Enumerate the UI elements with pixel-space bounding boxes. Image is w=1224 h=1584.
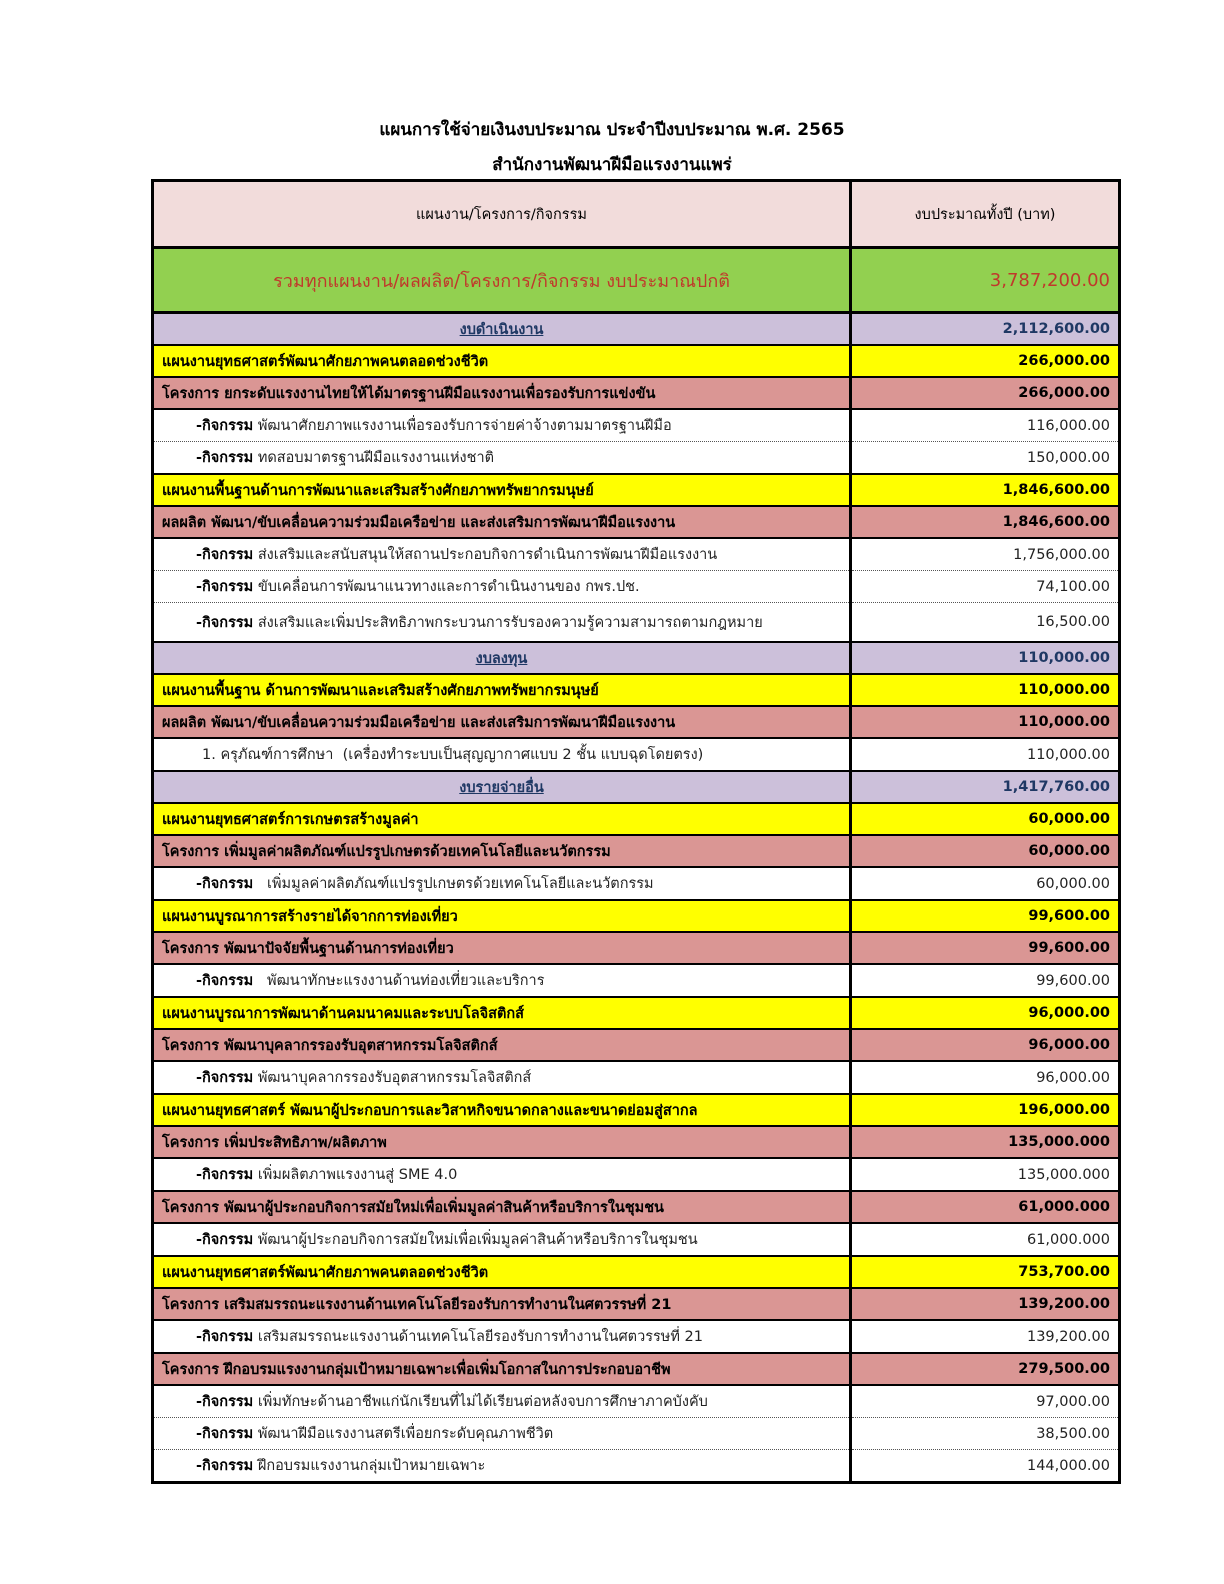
row-amount: 60,000.00 bbox=[851, 803, 1120, 835]
activity-row bbox=[153, 1061, 1120, 1094]
row-label: โครงการ เพิ่มประสิทธิภาพ/ผลิตภาพ bbox=[153, 1126, 851, 1158]
row-amount: 96,000.00 bbox=[851, 1029, 1120, 1061]
activity-prefix: -กิจกรรม bbox=[196, 973, 254, 989]
budget-category-row bbox=[153, 771, 1120, 803]
plan-row bbox=[153, 997, 1120, 1029]
row-label: แผนงานบูรณาการพัฒนาด้านคมนาคมและระบบโลจิสติกส์ bbox=[153, 997, 851, 1029]
activity-label: ส่งเสริมและเพิ่มประสิทธิภาพกระบวนการรับรองความรู้ความสามารถตามกฎหมาย bbox=[253, 614, 763, 631]
project-row bbox=[153, 932, 1120, 964]
row-label: โครงการ พัฒนาบุคลากรรองรับอุตสาหกรรมโลจิสติกส์ bbox=[153, 1029, 851, 1061]
grand-total-row bbox=[153, 248, 1120, 313]
row-label: โครงการ พัฒนาปัจจัยพื้นฐานด้านการท่องเที่ยว bbox=[153, 932, 851, 964]
project-row bbox=[153, 1288, 1120, 1320]
row-amount: 110,000.00 bbox=[851, 674, 1120, 706]
row-amount: 110,000.00 bbox=[851, 642, 1120, 674]
activity-row bbox=[153, 1450, 1120, 1483]
row-label: โครงการ พัฒนาผู้ประกอบกิจการสมัยใหม่เพื่อเพิ่มมูลค่าสินค้าหรือบริการในชุมชน bbox=[153, 1191, 851, 1223]
activity-row bbox=[153, 1158, 1120, 1191]
activity-row bbox=[153, 603, 1120, 643]
grand-total-label: รวมทุกแผนงาน/ผลผลิต/โครงการ/กิจกรรม งบประมาณปกติ bbox=[153, 248, 851, 313]
row-label: โครงการ ยกระดับแรงงานไทยให้ได้มาตรฐานฝีมือแรงงานเพื่อรองรับการแข่งขัน bbox=[153, 377, 851, 409]
row-label bbox=[153, 1320, 851, 1353]
row-label: แผนงานพื้นฐานด้านการพัฒนาและเสริมสร้างศักยภาพทรัพยากรมนุษย์ bbox=[153, 474, 851, 506]
activity-row bbox=[153, 1320, 1120, 1353]
row-amount: 110,000.00 bbox=[851, 738, 1120, 771]
activity-row bbox=[153, 538, 1120, 571]
row-label bbox=[153, 603, 851, 643]
table-header-row bbox=[153, 181, 1120, 248]
row-label: ผลผลิต พัฒนา/ขับเคลื่อนความร่วมมือเครือข่าย และส่งเสริมการพัฒนาฝีมือแรงงาน bbox=[153, 706, 851, 738]
plan-row bbox=[153, 1094, 1120, 1126]
plan-row bbox=[153, 1256, 1120, 1288]
activity-prefix: -กิจกรรม bbox=[196, 1329, 254, 1345]
activity-label: 1. ครุภัณฑ์การศึกษา (เครื่องทำระบบเป็นสุญญากาศแบบ 2 ชั้น แบบฉุดโดยตรง) bbox=[202, 747, 704, 763]
row-amount: 279,500.00 bbox=[851, 1353, 1120, 1385]
row-label: โครงการ เพิ่มมูลค่าผลิตภัณฑ์แปรรูปเกษตรด้วยเทคโนโลยีและนวัตกรรม bbox=[153, 835, 851, 867]
row-amount: 116,000.00 bbox=[851, 409, 1120, 442]
row-label bbox=[153, 867, 851, 900]
activity-prefix: -กิจกรรม bbox=[196, 450, 254, 466]
plan-row bbox=[153, 345, 1120, 377]
document-title: แผนการใช้จ่ายเงินงบประมาณ ประจำปีงบประมาณ พ.ศ. 2565 bbox=[379, 120, 845, 140]
row-amount: 144,000.00 bbox=[851, 1450, 1120, 1483]
row-label: ผลผลิต พัฒนา/ขับเคลื่อนความร่วมมือเครือข่าย และส่งเสริมการพัฒนาฝีมือแรงงาน bbox=[153, 506, 851, 538]
activity-label: พัฒนาผู้ประกอบกิจการสมัยใหม่เพื่อเพิ่มมูลค่าสินค้าหรือบริการในชุมชน bbox=[253, 1232, 698, 1248]
row-amount: 1,846,600.00 bbox=[851, 506, 1120, 538]
row-label: แผนงานพื้นฐาน ด้านการพัฒนาและเสริมสร้างศักยภาพทรัพยากรมนุษย์ bbox=[153, 674, 851, 706]
row-label bbox=[153, 538, 851, 571]
project-row bbox=[153, 506, 1120, 538]
activity-prefix: -กิจกรรม bbox=[196, 547, 254, 563]
activity-label: ส่งเสริมและสนับสนุนให้สถานประกอบกิจการดำเนินการพัฒนาฝีมือแรงงาน bbox=[253, 547, 718, 563]
header-budget-column: งบประมาณทั้งปี (บาท) bbox=[851, 181, 1120, 248]
row-label bbox=[153, 571, 851, 603]
plan-row bbox=[153, 900, 1120, 932]
row-label: งบดำเนินงาน bbox=[153, 313, 851, 346]
row-label bbox=[153, 409, 851, 442]
project-row bbox=[153, 835, 1120, 867]
activity-label: เสริมสมรรถนะแรงงานด้านเทคโนโลยีรองรับการทำงานในศตวรรษที่ 21 bbox=[253, 1329, 703, 1345]
row-label bbox=[153, 1061, 851, 1094]
activity-row bbox=[153, 867, 1120, 900]
row-amount: 266,000.00 bbox=[851, 377, 1120, 409]
activity-label: เพิ่มทักษะด้านอาชีพแก่นักเรียนที่ไม่ได้เรียนต่อหลังจบการศึกษาภาคบังคับ bbox=[253, 1394, 708, 1410]
row-label: แผนงานยุทธศาสตร์การเกษตรสร้างมูลค่า bbox=[153, 803, 851, 835]
activity-prefix: -กิจกรรม bbox=[196, 579, 254, 595]
row-amount: 266,000.00 bbox=[851, 345, 1120, 377]
row-amount: 60,000.00 bbox=[851, 867, 1120, 900]
budget-table bbox=[151, 179, 1121, 1484]
activity-label: ฝึกอบรมแรงงานกลุ่มเป้าหมายเฉพาะ bbox=[253, 1458, 486, 1474]
row-amount: 2,112,600.00 bbox=[851, 313, 1120, 346]
project-row bbox=[153, 706, 1120, 738]
row-amount: 99,600.00 bbox=[851, 932, 1120, 964]
project-row bbox=[153, 377, 1120, 409]
activity-row bbox=[153, 571, 1120, 603]
activity-label: ขับเคลื่อนการพัฒนาแนวทางและการดำเนินงานของ กพร.ปช. bbox=[253, 579, 640, 595]
row-amount: 1,846,600.00 bbox=[851, 474, 1120, 506]
plan-row bbox=[153, 474, 1120, 506]
row-amount: 110,000.00 bbox=[851, 706, 1120, 738]
row-label: แผนงานยุทธศาสตร์พัฒนาศักยภาพคนตลอดช่วงชีวิต bbox=[153, 345, 851, 377]
row-amount: 99,600.00 bbox=[851, 900, 1120, 932]
grand-total-amount: 3,787,200.00 bbox=[851, 248, 1120, 313]
row-amount: 96,000.00 bbox=[851, 997, 1120, 1029]
activity-prefix: -กิจกรรม bbox=[196, 1070, 254, 1086]
header-plan-column: แผนงาน/โครงการ/กิจกรรม bbox=[153, 181, 851, 248]
row-label bbox=[153, 1418, 851, 1450]
activity-prefix: -กิจกรรม bbox=[196, 1426, 254, 1442]
activity-prefix: -กิจกรรม bbox=[196, 876, 254, 892]
activity-row bbox=[153, 442, 1120, 475]
activity-prefix: -กิจกรรม bbox=[196, 614, 254, 631]
project-row bbox=[153, 1353, 1120, 1385]
row-amount: 96,000.00 bbox=[851, 1061, 1120, 1094]
activity-prefix: -กิจกรรม bbox=[196, 1458, 254, 1474]
row-amount: 99,600.00 bbox=[851, 964, 1120, 997]
activity-row bbox=[153, 1223, 1120, 1256]
row-amount: 150,000.00 bbox=[851, 442, 1120, 475]
row-label: งบลงทุน bbox=[153, 642, 851, 674]
row-label: งบรายจ่ายอื่น bbox=[153, 771, 851, 803]
row-label bbox=[153, 1158, 851, 1191]
activity-label: เพิ่มผลิตภาพแรงงานสู่ SME 4.0 bbox=[253, 1167, 458, 1183]
row-amount: 38,500.00 bbox=[851, 1418, 1120, 1450]
project-row bbox=[153, 1126, 1120, 1158]
activity-label: พัฒนาฝีมือแรงงานสตรีเพื่อยกระดับคุณภาพชีวิต bbox=[253, 1426, 554, 1442]
budget-category-row bbox=[153, 642, 1120, 674]
plan-row bbox=[153, 803, 1120, 835]
row-label bbox=[153, 442, 851, 475]
activity-row bbox=[153, 1418, 1120, 1450]
row-amount: 74,100.00 bbox=[851, 571, 1120, 603]
activity-label: พัฒนาศักยภาพแรงงานเพื่อรองรับการจ่ายค่าจ้างตามมาตรฐานฝีมือ bbox=[253, 418, 672, 434]
row-amount: 61,000.000 bbox=[851, 1191, 1120, 1223]
row-label: แผนงานยุทธศาสตร์พัฒนาศักยภาพคนตลอดช่วงชีวิต bbox=[153, 1256, 851, 1288]
budget-category-row bbox=[153, 313, 1120, 346]
row-label: แผนงานบูรณาการสร้างรายได้จากการท่องเที่ยว bbox=[153, 900, 851, 932]
project-row bbox=[153, 1191, 1120, 1223]
row-label bbox=[153, 738, 851, 771]
row-amount: 196,000.00 bbox=[851, 1094, 1120, 1126]
row-label: โครงการ เสริมสมรรถนะแรงงานด้านเทคโนโลยีรองรับการทำงานในศตวรรษที่ 21 bbox=[153, 1288, 851, 1320]
activity-label: เพิ่มมูลค่าผลิตภัณฑ์แปรรูปเกษตรด้วยเทคโนโลยีและนวัตกรรม bbox=[253, 876, 654, 892]
row-label bbox=[153, 964, 851, 997]
row-label bbox=[153, 1223, 851, 1256]
activity-prefix: -กิจกรรม bbox=[196, 1232, 254, 1248]
row-label: แผนงานยุทธศาสตร์ พัฒนาผู้ประกอบการและวิสาหกิจขนาดกลางและขนาดย่อมสู่สากล bbox=[153, 1094, 851, 1126]
row-amount: 753,700.00 bbox=[851, 1256, 1120, 1288]
row-amount: 97,000.00 bbox=[851, 1385, 1120, 1418]
row-label bbox=[153, 1385, 851, 1418]
activity-row bbox=[153, 1385, 1120, 1418]
row-amount: 1,417,760.00 bbox=[851, 771, 1120, 803]
project-row bbox=[153, 1029, 1120, 1061]
row-label: โครงการ ฝึกอบรมแรงงานกลุ่มเป้าหมายเฉพาะเพื่อเพิ่มโอกาสในการประกอบอาชีพ bbox=[153, 1353, 851, 1385]
row-amount: 1,756,000.00 bbox=[851, 538, 1120, 571]
activity-label: พัฒนาบุคลากรรองรับอุตสาหกรรมโลจิสติกส์ bbox=[253, 1070, 532, 1086]
activity-prefix: -กิจกรรม bbox=[196, 418, 254, 434]
row-amount: 16,500.00 bbox=[851, 603, 1120, 643]
row-amount: 135,000.000 bbox=[851, 1126, 1120, 1158]
activity-prefix: -กิจกรรม bbox=[196, 1167, 254, 1183]
row-amount: 61,000.000 bbox=[851, 1223, 1120, 1256]
row-label bbox=[153, 1450, 851, 1483]
activity-row bbox=[153, 409, 1120, 442]
row-amount: 139,200.00 bbox=[851, 1288, 1120, 1320]
plan-row bbox=[153, 674, 1120, 706]
row-amount: 135,000.000 bbox=[851, 1158, 1120, 1191]
row-amount: 139,200.00 bbox=[851, 1320, 1120, 1353]
activity-label: ทดสอบมาตรฐานฝีมือแรงงานแห่งชาติ bbox=[253, 450, 495, 466]
activity-row bbox=[153, 964, 1120, 997]
activity-prefix: -กิจกรรม bbox=[196, 1394, 254, 1410]
office-name: สำนักงานพัฒนาฝีมือแรงงานแพร่ bbox=[492, 155, 732, 175]
activity-label: พัฒนาทักษะแรงงานด้านท่องเที่ยวและบริการ bbox=[253, 973, 545, 989]
row-amount: 60,000.00 bbox=[851, 835, 1120, 867]
activity-row bbox=[153, 738, 1120, 771]
